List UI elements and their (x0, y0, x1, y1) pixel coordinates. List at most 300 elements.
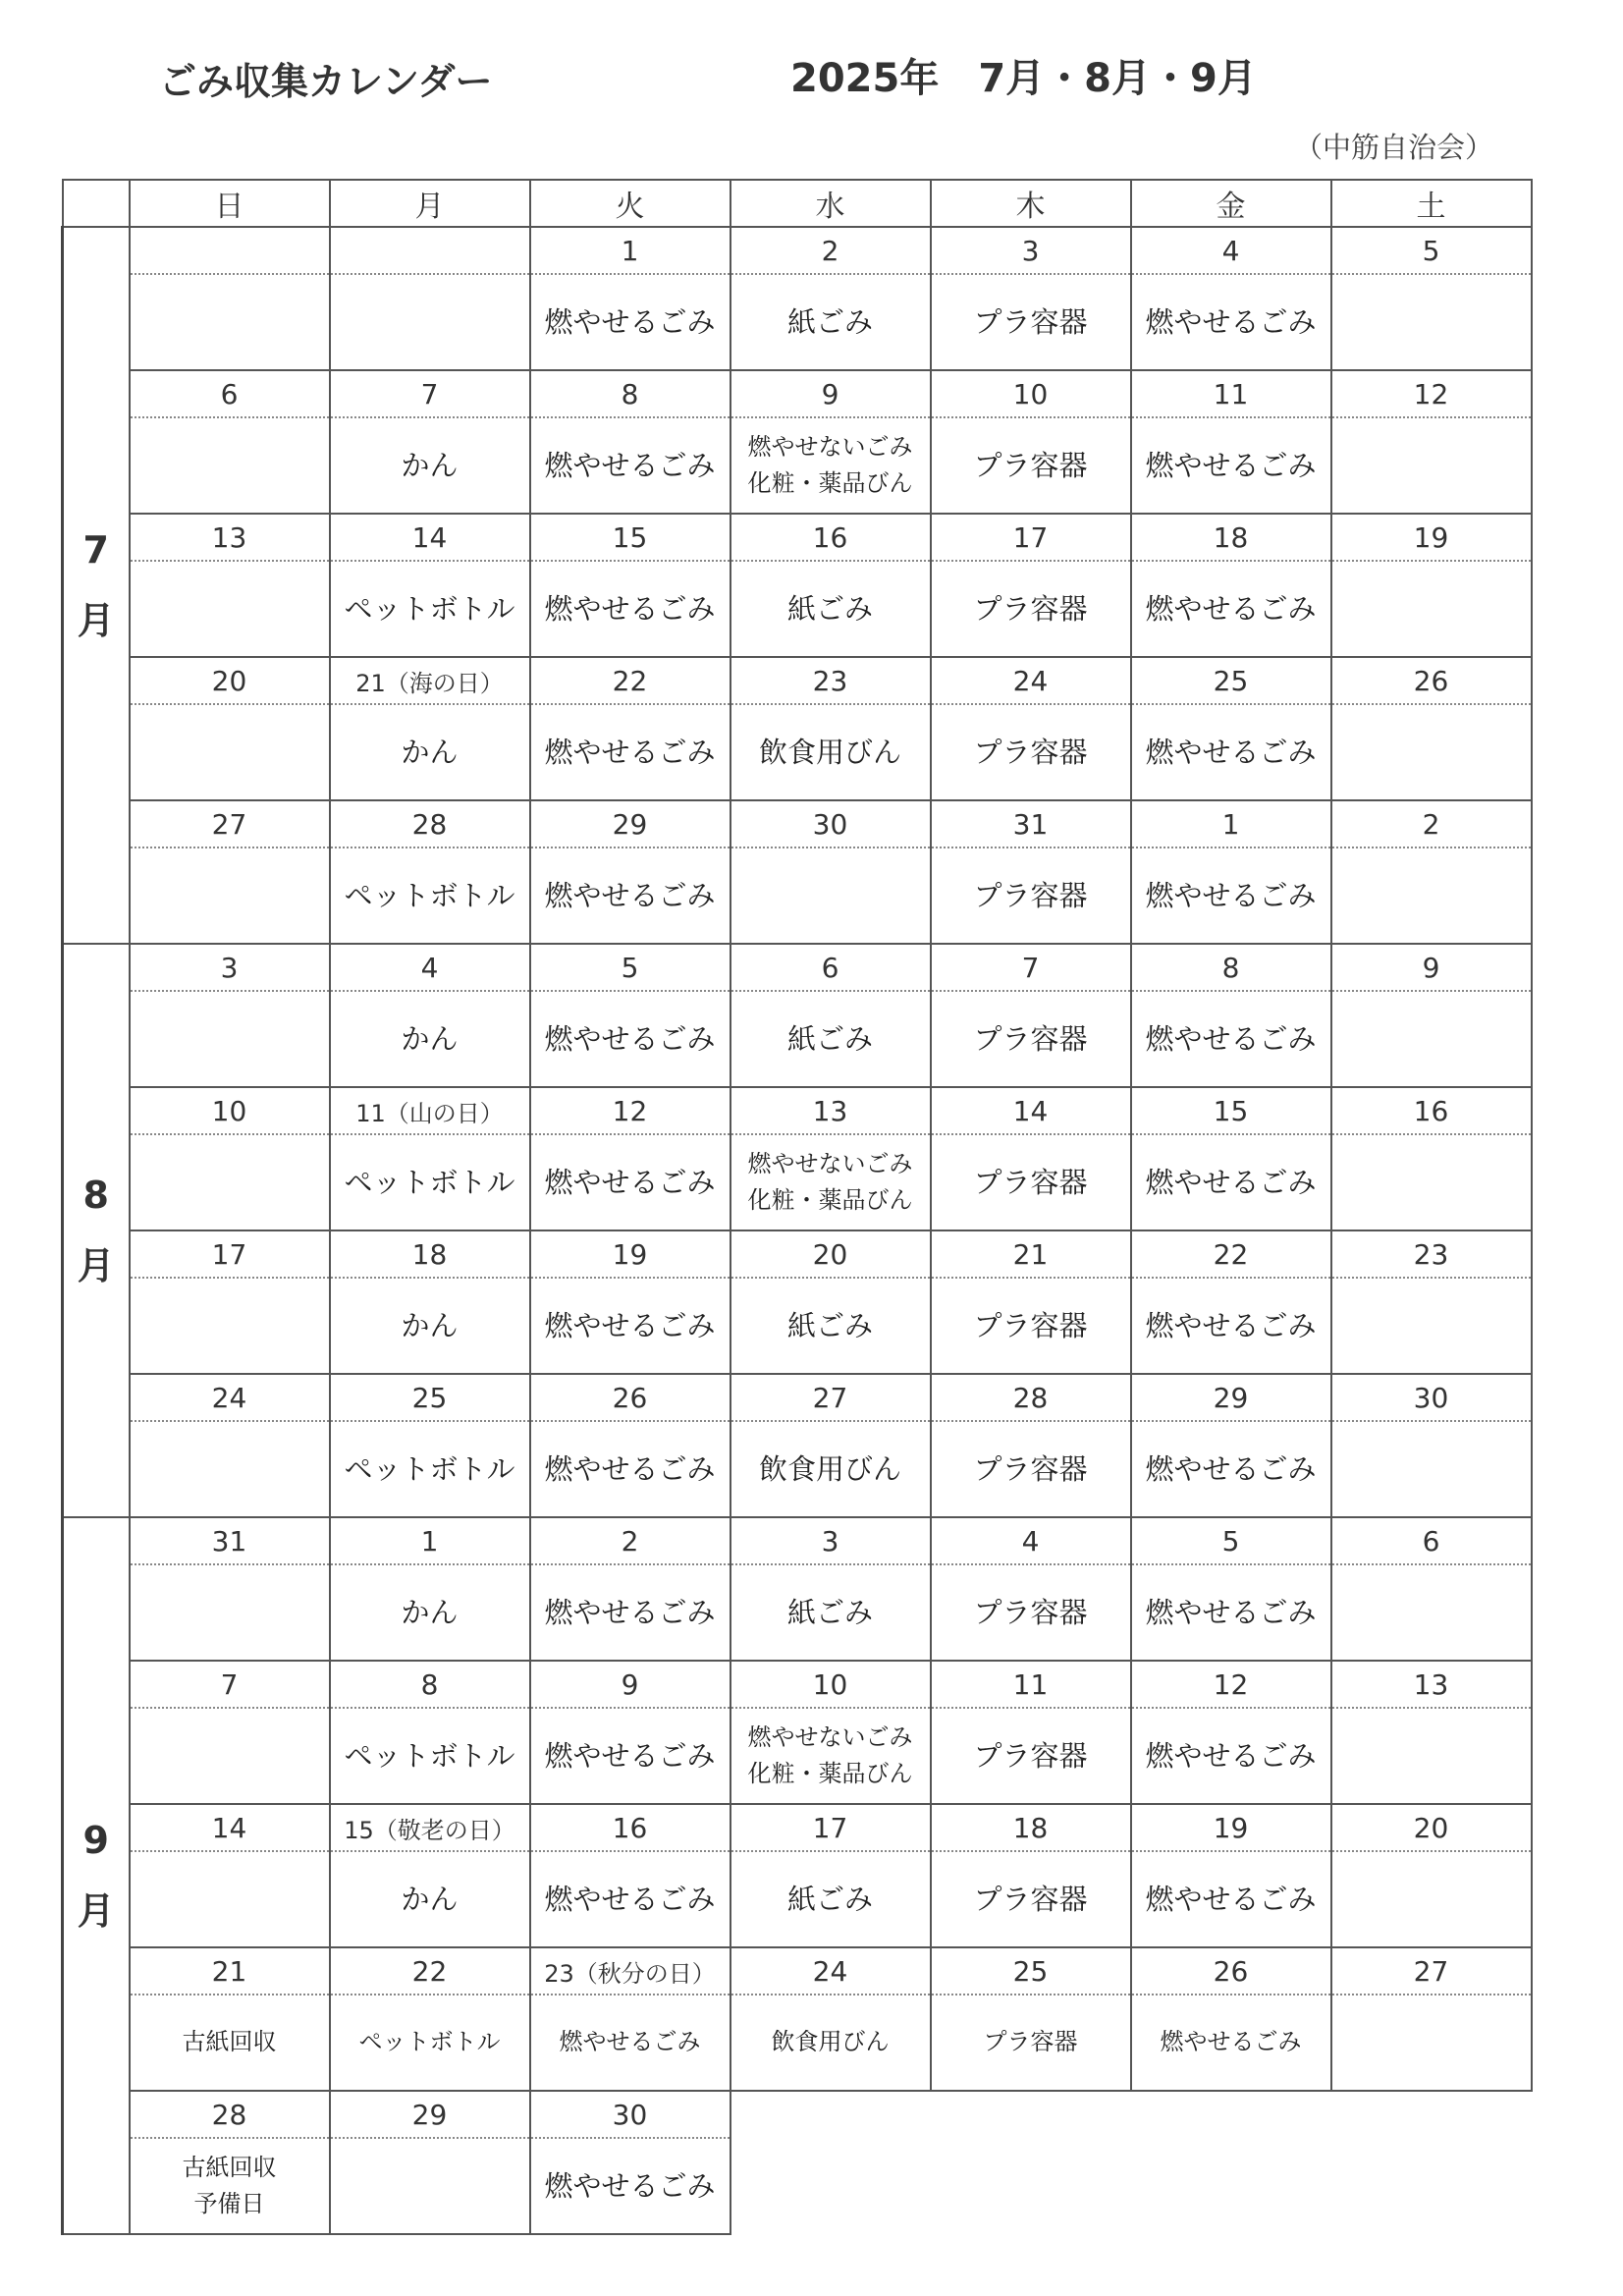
collection-type (730, 1421, 931, 1517)
weekday-header: 土 (1331, 180, 1532, 227)
date-number: 13 (130, 514, 330, 561)
collection-type-text: 燃やせるごみ (544, 1882, 716, 1916)
collection-type-text: ペットボトル (344, 1451, 515, 1486)
weekday-header: 月 (330, 180, 530, 227)
empty-cell (1131, 2091, 1331, 2138)
date-number: 26 (1331, 657, 1532, 704)
date-number: 9 (730, 370, 931, 417)
empty-cell (1131, 2138, 1331, 2234)
date-number: 19 (1131, 1804, 1331, 1851)
collection-type (931, 417, 1131, 514)
collection-type-text: プラ容器 (973, 1738, 1088, 1773)
date-number: 7 (931, 944, 1131, 991)
collection-type (730, 1708, 931, 1804)
collection-type-text: 古紙回収 (182, 2153, 277, 2181)
date-number: 15（敬老の日） (330, 1804, 530, 1851)
collection-type (1331, 417, 1532, 514)
date-number: 11（山の日） (330, 1087, 530, 1134)
date-number: 29 (330, 2091, 530, 2138)
date-number: 16 (530, 1804, 730, 1851)
week-collection-row (63, 991, 1532, 1087)
weekday-header: 火 (530, 180, 730, 227)
date-number: 17 (931, 514, 1131, 561)
week-date-row (63, 1230, 1532, 1278)
empty-cell (931, 2091, 1131, 2138)
date-number: 24 (931, 657, 1131, 704)
collection-type-text: 燃やせるごみ (1145, 1165, 1317, 1199)
collection-type (1131, 1564, 1331, 1661)
collection-type (130, 274, 330, 370)
collection-type-text: かん (401, 1308, 459, 1342)
collection-type (330, 2138, 530, 2234)
date-number: 23 (730, 657, 931, 704)
date-number: 21 (931, 1230, 1131, 1278)
date-number: 9 (1331, 944, 1532, 991)
collection-type (1331, 847, 1532, 944)
collection-type-text: プラ容器 (973, 1882, 1088, 1916)
collection-type (1131, 847, 1331, 944)
calendar-body (63, 227, 1532, 2234)
collection-type-text: 燃やせるごみ (544, 304, 716, 339)
month-label-text: 月 (77, 1244, 115, 1287)
collection-type-text: 予備日 (193, 2190, 265, 2217)
collection-type (931, 1995, 1131, 2091)
collection-type (1331, 1564, 1532, 1661)
date-number: 19 (1331, 514, 1532, 561)
collection-type (730, 991, 931, 1087)
collection-type-text: プラ容器 (973, 1308, 1088, 1342)
date-number: 8 (530, 370, 730, 417)
date-number: 15 (530, 514, 730, 561)
collection-type (730, 704, 931, 800)
collection-type (530, 1278, 730, 1374)
date-number: 28 (330, 800, 530, 847)
collection-type-text: 紙ごみ (786, 304, 873, 339)
collection-type (330, 274, 530, 370)
collection-type (330, 991, 530, 1087)
collection-type (530, 704, 730, 800)
month-column-header (63, 180, 130, 227)
collection-type-text: 燃やせるごみ (544, 448, 716, 482)
collection-type (530, 2138, 730, 2234)
collection-type (1131, 561, 1331, 657)
collection-type (330, 1134, 530, 1230)
collection-type-text: 燃やせるごみ (544, 1738, 716, 1773)
date-number: 19 (530, 1230, 730, 1278)
collection-type (1331, 704, 1532, 800)
collection-type-text: 燃やせるごみ (1145, 1738, 1317, 1773)
collection-type (330, 1851, 530, 1947)
collection-type-text: 化粧・薬品びん (747, 469, 913, 497)
collection-type (130, 847, 330, 944)
date-number: 14 (931, 1087, 1131, 1134)
date-number: 11 (1131, 370, 1331, 417)
date-number: 5 (1331, 227, 1532, 274)
date-number: 28 (130, 2091, 330, 2138)
collection-type-text: 燃やせるごみ (544, 1451, 716, 1486)
date-number: 8 (330, 1661, 530, 1708)
month-label (63, 227, 130, 944)
collection-type-text: 燃やせるごみ (544, 591, 716, 626)
collection-type (530, 1421, 730, 1517)
collection-type (1331, 274, 1532, 370)
collection-type (931, 1421, 1131, 1517)
collection-type-text: 燃やせるごみ (1145, 1021, 1317, 1056)
collection-type-text: プラ容器 (973, 878, 1088, 912)
collection-type-text: 紙ごみ (786, 591, 873, 626)
date-number: 26 (1131, 1947, 1331, 1995)
date-number (130, 227, 330, 274)
week-collection-row (63, 1995, 1532, 2091)
collection-type (530, 417, 730, 514)
date-number: 12 (530, 1087, 730, 1134)
date-number: 30 (530, 2091, 730, 2138)
collection-type (730, 1995, 931, 2091)
collection-type (330, 561, 530, 657)
collection-type-text: 紙ごみ (786, 1882, 873, 1916)
collection-type-text: 古紙回収 (182, 2028, 277, 2056)
collection-type (130, 1564, 330, 1661)
collection-type (730, 847, 931, 944)
date-number: 2 (730, 227, 931, 274)
week-date-row (63, 800, 1532, 847)
collection-type (931, 1134, 1131, 1230)
collection-type-text: 燃やせるごみ (1145, 1595, 1317, 1629)
date-number: 30 (1331, 1374, 1532, 1421)
collection-type-text: 紙ごみ (786, 1308, 873, 1342)
collection-type-text: プラ容器 (973, 1451, 1088, 1486)
week-date-row (63, 1947, 1532, 1995)
collection-type (130, 2138, 330, 2234)
month-label-text: 9 (82, 1818, 109, 1862)
collection-type (130, 561, 330, 657)
date-number: 16 (1331, 1087, 1532, 1134)
collection-type-text: プラ容器 (973, 1165, 1088, 1199)
week-collection-row (63, 704, 1532, 800)
date-number: 20 (730, 1230, 931, 1278)
collection-type-text: プラ容器 (973, 591, 1088, 626)
date-number: 9 (530, 1661, 730, 1708)
collection-type-text: 燃やせるごみ (544, 735, 716, 769)
date-number: 13 (1331, 1661, 1532, 1708)
collection-type-text: かん (401, 735, 459, 769)
date-number: 10 (130, 1087, 330, 1134)
week-collection-row (63, 1851, 1532, 1947)
collection-type-text: かん (401, 1021, 459, 1056)
collection-type (1131, 1851, 1331, 1947)
date-number: 27 (1331, 1947, 1532, 1995)
date-number: 31 (130, 1517, 330, 1564)
date-number: 14 (330, 514, 530, 561)
date-number: 10 (931, 370, 1131, 417)
week-date-row (63, 1804, 1532, 1851)
weekday-header: 水 (730, 180, 931, 227)
month-label-text: 月 (77, 1889, 115, 1933)
collection-type (130, 1421, 330, 1517)
week-collection-row (63, 417, 1532, 514)
week-collection-row (63, 1708, 1532, 1804)
collection-type-text: 燃やせるごみ (544, 1595, 716, 1629)
date-number: 15 (1131, 1087, 1331, 1134)
empty-cell (1331, 2091, 1532, 2138)
week-date-row (63, 2091, 1532, 2138)
date-number: 1 (330, 1517, 530, 1564)
collection-type (130, 1851, 330, 1947)
collection-type-text: 燃やせるごみ (1145, 1308, 1317, 1342)
collection-type (330, 1278, 530, 1374)
collection-type-text: 燃やせるごみ (544, 1308, 716, 1342)
collection-type-text: 飲食用びん (758, 735, 901, 769)
collection-type-text: 化粧・薬品びん (747, 1760, 913, 1787)
weekday-header: 日 (130, 180, 330, 227)
collection-type (730, 561, 931, 657)
collection-type (1331, 991, 1532, 1087)
collection-type-text: 紙ごみ (786, 1595, 873, 1629)
collection-type-text: かん (401, 1882, 459, 1916)
collection-type (931, 991, 1131, 1087)
collection-type (530, 1851, 730, 1947)
empty-cell (931, 2138, 1131, 2234)
collection-type-text: プラ容器 (973, 735, 1088, 769)
week-date-row (63, 514, 1532, 561)
collection-calendar-table (61, 179, 1533, 2235)
collection-type-text: ペットボトル (344, 878, 515, 912)
week-date-row (63, 1517, 1532, 1564)
organization-name: （中筋自治会） (1294, 131, 1494, 164)
calendar-period: 2025年 7月・8月・9月 (790, 56, 1257, 101)
collection-type (1331, 1278, 1532, 1374)
date-number: 29 (530, 800, 730, 847)
collection-type (330, 417, 530, 514)
collection-type-text: 飲食用びん (771, 2028, 890, 2056)
week-date-row (63, 227, 1532, 274)
collection-type (130, 1278, 330, 1374)
weekday-header-row (63, 180, 1532, 227)
weekday-header: 金 (1131, 180, 1331, 227)
date-number: 23 (1331, 1230, 1532, 1278)
collection-type-text: 燃やせるごみ (1145, 304, 1317, 339)
date-number: 5 (1131, 1517, 1331, 1564)
date-number: 25 (1131, 657, 1331, 704)
week-collection-row (63, 2138, 1532, 2234)
collection-type (530, 1995, 730, 2091)
collection-type (730, 417, 931, 514)
collection-type-text: 燃やせないごみ (747, 432, 913, 461)
date-number: 17 (130, 1230, 330, 1278)
collection-type (530, 1134, 730, 1230)
collection-type (530, 847, 730, 944)
collection-type-text: プラ容器 (973, 448, 1088, 482)
collection-type (730, 1278, 931, 1374)
collection-type-text: 燃やせないごみ (747, 1722, 913, 1751)
collection-type-text: 燃やせるごみ (544, 2168, 716, 2203)
week-collection-row (63, 1564, 1532, 1661)
collection-type (130, 991, 330, 1087)
collection-type (1131, 1708, 1331, 1804)
date-number: 26 (530, 1374, 730, 1421)
collection-type (931, 1564, 1131, 1661)
date-number: 27 (130, 800, 330, 847)
collection-type (1131, 704, 1331, 800)
date-number: 7 (330, 370, 530, 417)
date-number: 3 (130, 944, 330, 991)
month-label (63, 1517, 130, 2234)
collection-type-text: 燃やせないごみ (747, 1149, 913, 1177)
week-date-row (63, 1374, 1532, 1421)
month-label-text: 8 (82, 1173, 109, 1217)
date-number: 3 (730, 1517, 931, 1564)
collection-type (1331, 561, 1532, 657)
date-number: 5 (530, 944, 730, 991)
collection-type-text: プラ容器 (973, 1595, 1088, 1629)
date-number: 2 (1331, 800, 1532, 847)
weekday-header: 木 (931, 180, 1131, 227)
collection-type (730, 1564, 931, 1661)
date-number: 4 (931, 1517, 1131, 1564)
week-collection-row (63, 1134, 1532, 1230)
empty-cell (730, 2138, 931, 2234)
collection-type (730, 274, 931, 370)
collection-type-text: ペットボトル (344, 591, 515, 626)
collection-type (130, 1134, 330, 1230)
collection-type (931, 1278, 1131, 1374)
date-number: 10 (730, 1661, 931, 1708)
collection-type (530, 561, 730, 657)
collection-type (1131, 991, 1331, 1087)
collection-type (1331, 1851, 1532, 1947)
week-collection-row (63, 1421, 1532, 1517)
collection-type (1131, 274, 1331, 370)
date-number: 22 (530, 657, 730, 704)
date-number (330, 227, 530, 274)
collection-type-text: プラ容器 (983, 2028, 1078, 2056)
collection-type (931, 1708, 1131, 1804)
week-date-row (63, 944, 1532, 991)
date-number: 6 (130, 370, 330, 417)
collection-type (530, 1708, 730, 1804)
collection-type (730, 1851, 931, 1947)
date-number: 30 (730, 800, 931, 847)
collection-type (1131, 1134, 1331, 1230)
date-number: 28 (931, 1374, 1131, 1421)
collection-type-text: 燃やせるごみ (1145, 735, 1317, 769)
collection-type-text: 燃やせるごみ (559, 2028, 701, 2056)
week-collection-row (63, 1278, 1532, 1374)
week-collection-row (63, 274, 1532, 370)
date-number: 2 (530, 1517, 730, 1564)
date-number: 21 (130, 1947, 330, 1995)
collection-type-text: 燃やせるごみ (544, 1165, 716, 1199)
week-collection-row (63, 561, 1532, 657)
collection-type (1131, 417, 1331, 514)
collection-type (330, 1995, 530, 2091)
date-number: 12 (1331, 370, 1532, 417)
collection-type (1131, 1995, 1331, 2091)
collection-type-text: 燃やせるごみ (1145, 878, 1317, 912)
date-number: 24 (130, 1374, 330, 1421)
date-number: 17 (730, 1804, 931, 1851)
date-number: 24 (730, 1947, 931, 1995)
month-label-text: 月 (77, 599, 115, 642)
week-date-row (63, 657, 1532, 704)
date-number: 21（海の日） (330, 657, 530, 704)
date-number: 27 (730, 1374, 931, 1421)
collection-type (330, 1708, 530, 1804)
date-number: 18 (931, 1804, 1131, 1851)
collection-type-text: 飲食用びん (758, 1451, 901, 1486)
collection-type-text: かん (401, 1595, 459, 1629)
week-date-row (63, 370, 1532, 417)
date-number: 8 (1131, 944, 1331, 991)
collection-type-text: 燃やせるごみ (544, 1021, 716, 1056)
date-number: 18 (330, 1230, 530, 1278)
date-number: 14 (130, 1804, 330, 1851)
empty-cell (1331, 2138, 1532, 2234)
month-label (63, 944, 130, 1517)
collection-type (1331, 1421, 1532, 1517)
date-number: 25 (931, 1947, 1131, 1995)
week-date-row (63, 1661, 1532, 1708)
collection-type-text: ペットボトル (344, 1165, 515, 1199)
date-number: 13 (730, 1087, 931, 1134)
collection-type (330, 704, 530, 800)
collection-type-text: 燃やせるごみ (1160, 2028, 1302, 2056)
collection-type (330, 847, 530, 944)
collection-type (530, 1564, 730, 1661)
date-number: 3 (931, 227, 1131, 274)
collection-type (330, 1421, 530, 1517)
date-number: 29 (1131, 1374, 1331, 1421)
collection-type (931, 847, 1131, 944)
collection-type-text: 燃やせるごみ (1145, 1451, 1317, 1486)
page-title: ごみ収集カレンダー (159, 60, 493, 103)
date-number: 1 (530, 227, 730, 274)
date-number: 31 (931, 800, 1131, 847)
date-number: 6 (730, 944, 931, 991)
collection-type (130, 417, 330, 514)
collection-type-text: ペットボトル (344, 1738, 515, 1773)
collection-type (130, 704, 330, 800)
date-number: 16 (730, 514, 931, 561)
collection-type (1331, 1995, 1532, 2091)
date-number: 22 (1131, 1230, 1331, 1278)
week-collection-row (63, 847, 1532, 944)
collection-type (530, 274, 730, 370)
collection-type-text: ペットボトル (358, 2028, 501, 2056)
date-number: 6 (1331, 1517, 1532, 1564)
collection-type (330, 1564, 530, 1661)
collection-type-text: 化粧・薬品びん (747, 1186, 913, 1214)
collection-type-text: かん (401, 448, 459, 482)
date-number: 25 (330, 1374, 530, 1421)
collection-type-text: 燃やせるごみ (1145, 448, 1317, 482)
date-number: 22 (330, 1947, 530, 1995)
collection-type-text: プラ容器 (973, 304, 1088, 339)
date-number: 4 (330, 944, 530, 991)
date-number: 7 (130, 1661, 330, 1708)
month-label-text: 7 (82, 527, 109, 572)
empty-cell (730, 2091, 931, 2138)
date-number: 18 (1131, 514, 1331, 561)
collection-type (530, 991, 730, 1087)
date-number: 20 (1331, 1804, 1532, 1851)
date-number: 12 (1131, 1661, 1331, 1708)
collection-type (931, 274, 1131, 370)
collection-type (130, 1708, 330, 1804)
collection-type (730, 1134, 931, 1230)
collection-type (1131, 1421, 1331, 1517)
collection-type-text: 紙ごみ (786, 1021, 873, 1056)
